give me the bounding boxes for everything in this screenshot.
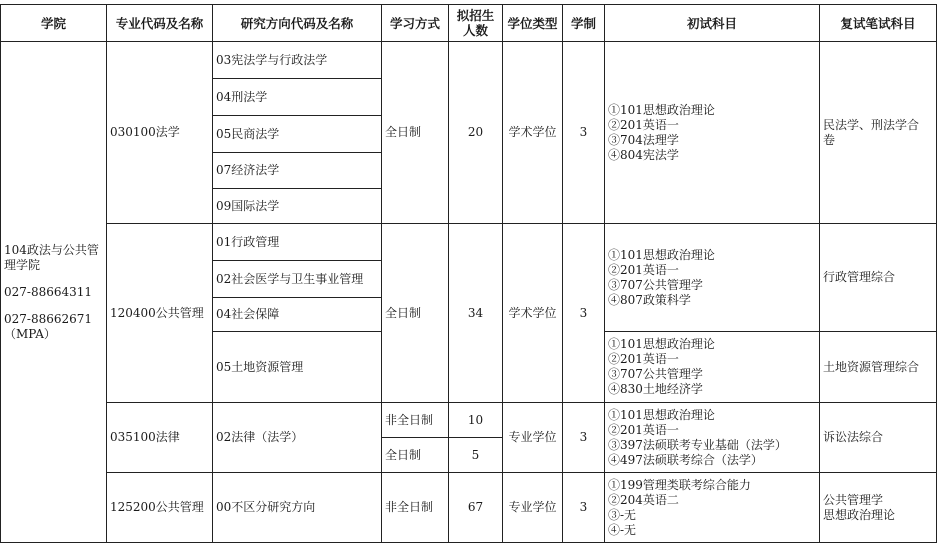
exam-subject: ②201英语一 bbox=[608, 262, 679, 277]
exam-cell bbox=[604, 472, 820, 543]
retest-cell: 行政管理综合 bbox=[819, 223, 937, 332]
quota-cell: 5 bbox=[448, 437, 503, 473]
direction-cell: 05民商法学 bbox=[212, 115, 382, 153]
header-quota-line1: 拟招生 bbox=[456, 8, 495, 23]
retest-line: 思想政治理论 bbox=[823, 507, 896, 522]
retest-line: 公共管理学 bbox=[823, 492, 884, 507]
major-cell-120400: 120400公共管理 bbox=[106, 223, 213, 403]
header-quota-line2: 人数 bbox=[462, 23, 488, 38]
direction-cell: 02社会医学与卫生事业管理 bbox=[212, 260, 382, 298]
years-cell: 3 bbox=[562, 41, 605, 224]
retest-cell: 诉讼法综合 bbox=[819, 402, 937, 473]
degree-cell: 专业学位 bbox=[502, 402, 563, 473]
exam-subject: ③397法硕联考专业基础（法学） bbox=[608, 437, 787, 452]
mode-cell: 全日制 bbox=[381, 223, 449, 403]
exam-subject: ④830土地经济学 bbox=[608, 382, 703, 396]
degree-cell: 学术学位 bbox=[502, 223, 563, 403]
header-quota bbox=[448, 4, 503, 42]
years-cell: 3 bbox=[562, 223, 605, 403]
retest-line: 民法学、刑法学合 bbox=[823, 117, 920, 132]
exam-subject: ②204英语二 bbox=[608, 492, 679, 507]
degree-cell: 专业学位 bbox=[502, 472, 563, 543]
direction-cell: 02法律（法学） bbox=[212, 402, 382, 473]
exam-subject: ①199管理类联考综合能力 bbox=[608, 477, 751, 492]
direction-cell: 01行政管理 bbox=[212, 223, 382, 261]
exam-subject: ④807政策科学 bbox=[608, 292, 691, 307]
exam-subject: ④497法硕联考综合（法学） bbox=[608, 452, 763, 467]
quota-cell: 34 bbox=[448, 223, 503, 403]
exam-cell bbox=[604, 41, 820, 224]
header-mode: 学习方式 bbox=[381, 4, 449, 42]
college-cell bbox=[0, 41, 107, 543]
retest-cell bbox=[819, 41, 937, 224]
degree-cell: 学术学位 bbox=[502, 41, 563, 224]
exam-subject: ①101思想政治理论 bbox=[608, 337, 715, 351]
exam-cell bbox=[604, 223, 820, 332]
exam-subject: ③707公共管理学 bbox=[608, 277, 703, 292]
exam-subject: ③707公共管理学 bbox=[608, 367, 703, 381]
exam-subject: ①101思想政治理论 bbox=[608, 247, 715, 262]
quota-cell: 10 bbox=[448, 402, 503, 438]
exam-subject: ②201英语一 bbox=[608, 352, 679, 366]
years-cell: 3 bbox=[562, 402, 605, 473]
retest-line: 卷 bbox=[823, 132, 836, 147]
direction-cell: 04刑法学 bbox=[212, 78, 382, 116]
header-degree: 学位类型 bbox=[502, 4, 563, 42]
years-cell: 3 bbox=[562, 472, 605, 543]
exam-subject: ③-无 bbox=[608, 507, 637, 522]
mode-cell: 非全日制 bbox=[381, 402, 449, 438]
exam-cell bbox=[604, 331, 820, 403]
major-cell-035100: 035100法律 bbox=[106, 402, 213, 473]
mode-cell: 全日制 bbox=[381, 437, 449, 473]
major-cell-030100: 030100法学 bbox=[106, 41, 213, 224]
header-years: 学制 bbox=[562, 4, 605, 42]
college-phone2-note: （MPA） bbox=[4, 326, 56, 341]
retest-cell bbox=[819, 472, 937, 543]
exam-subject: ②201英语一 bbox=[608, 422, 679, 437]
exam-subject: ③704法理学 bbox=[608, 132, 679, 147]
direction-cell: 04社会保障 bbox=[212, 297, 382, 332]
exam-subject: ②201英语一 bbox=[608, 117, 679, 132]
college-name-line2: 理学院 bbox=[4, 257, 41, 272]
direction-cell: 07经济法学 bbox=[212, 152, 382, 189]
quota-cell: 20 bbox=[448, 41, 503, 224]
exam-cell bbox=[604, 402, 820, 473]
college-name-line1: 104政法与公共管 bbox=[4, 242, 99, 257]
direction-cell: 00不区分研究方向 bbox=[212, 472, 382, 543]
direction-cell: 03宪法学与行政法学 bbox=[212, 41, 382, 79]
header-major: 专业代码及名称 bbox=[106, 4, 213, 42]
exam-subject: ④-无 bbox=[608, 522, 637, 537]
mode-cell: 非全日制 bbox=[381, 472, 449, 543]
exam-subject: ①101思想政治理论 bbox=[608, 102, 715, 117]
header-college: 学院 bbox=[0, 4, 107, 42]
header-exam: 初试科目 bbox=[604, 4, 820, 42]
header-retest: 复试笔试科目 bbox=[819, 4, 937, 42]
direction-cell: 09国际法学 bbox=[212, 188, 382, 224]
exam-subject: ①101思想政治理论 bbox=[608, 407, 715, 422]
quota-cell: 67 bbox=[448, 472, 503, 543]
major-cell-125200: 125200公共管理 bbox=[106, 472, 213, 543]
direction-cell: 05土地资源管理 bbox=[212, 331, 382, 403]
mode-cell: 全日制 bbox=[381, 41, 449, 224]
college-phone2: 027-88662671 bbox=[4, 311, 93, 326]
exam-subject: ④804宪法学 bbox=[608, 147, 679, 162]
college-phone1: 027-88664311 bbox=[4, 284, 93, 299]
retest-cell: 土地资源管理综合 bbox=[819, 331, 937, 403]
header-direction: 研究方向代码及名称 bbox=[212, 4, 382, 42]
